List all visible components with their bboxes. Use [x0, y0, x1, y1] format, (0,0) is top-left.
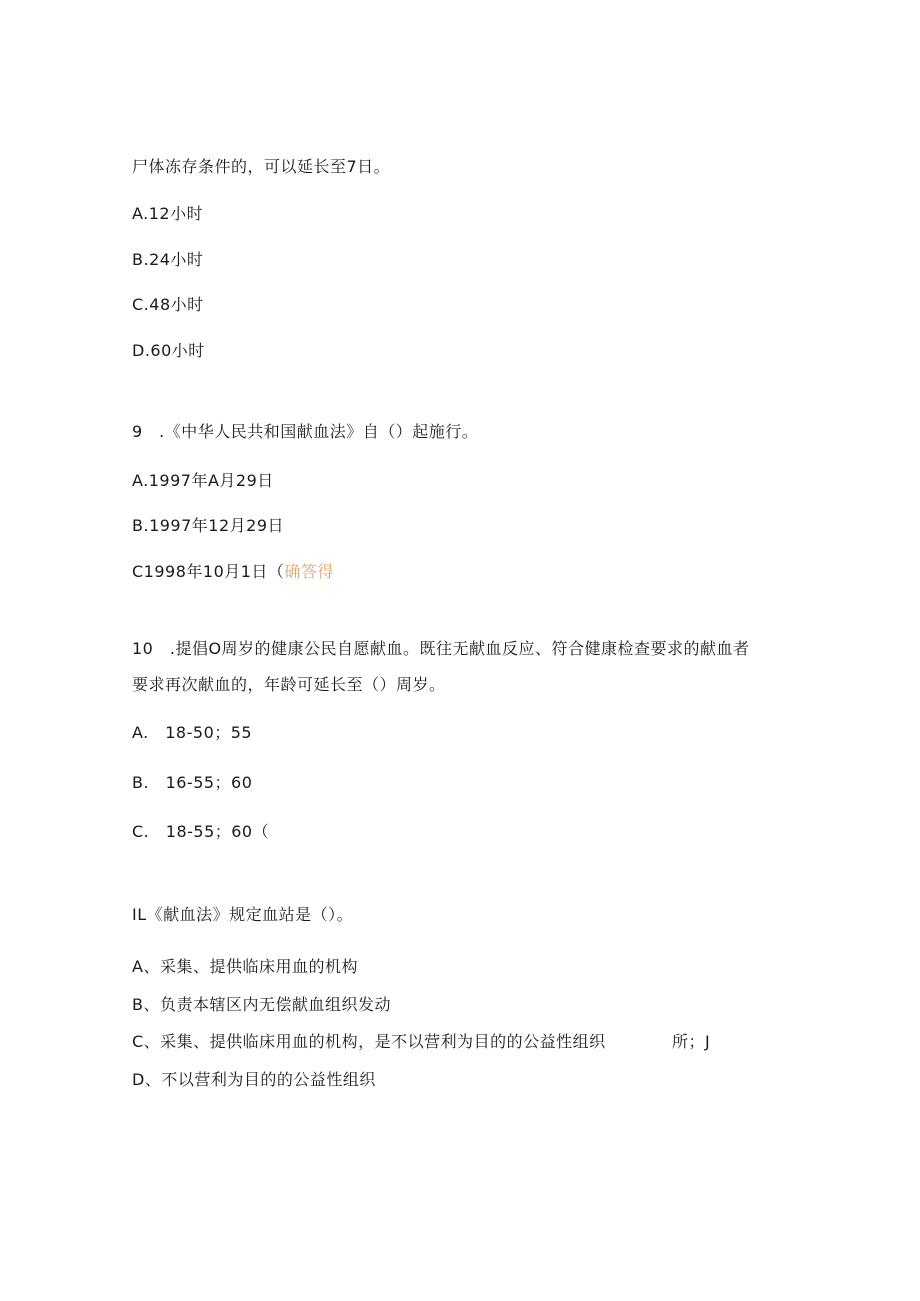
- q8-option-d: D.60小时: [132, 341, 205, 360]
- q8-option-a: A.12小时: [132, 204, 204, 223]
- q11-option-a: A、采集、提供临床用血的机构: [132, 957, 358, 976]
- q11-option-c: C、采集、提供临床用血的机构，是不以营利为目的的公益性组织: [132, 1032, 606, 1051]
- q10-option-b: B. 16-55；60: [132, 773, 253, 792]
- q11-option-b: B、负责本辖区内无偿献血组织发动: [132, 995, 391, 1014]
- q8-continuation: 尸体冻存条件的，可以延长至7日。: [132, 157, 391, 176]
- q9-option-c-text: C1998年10月1日（: [132, 562, 285, 581]
- q9-option-b: B.1997年12月29日: [132, 516, 285, 535]
- q11-option-c-tail: 所；J: [672, 1032, 711, 1051]
- q8-option-c: C.48小时: [132, 295, 204, 314]
- q10-stem-line2: 要求再次献血的，年龄可延长至（）周岁。: [132, 675, 446, 694]
- q9-option-c: [132, 561, 334, 583]
- q9-answer-mark: 确答得: [284, 562, 334, 581]
- q11-stem: IL《献血法》规定血站是（）。: [132, 905, 354, 924]
- q9-stem: 9 .《中华人民共和国献血法》自（）起施行。: [132, 422, 479, 441]
- q10-option-a: A. 18-50；55: [132, 723, 253, 742]
- q10-option-c: C. 18-55；60（: [132, 822, 270, 841]
- q9-option-a: A.1997年A月29日: [132, 471, 274, 490]
- q11-option-d: D、不以营利为目的的公益性组织: [132, 1070, 376, 1089]
- q10-stem-line1: 10 .提倡O周岁的健康公民自愿献血。既往无献血反应、符合健康检查要求的献血者: [132, 639, 750, 658]
- q8-option-b: B.24小时: [132, 250, 204, 269]
